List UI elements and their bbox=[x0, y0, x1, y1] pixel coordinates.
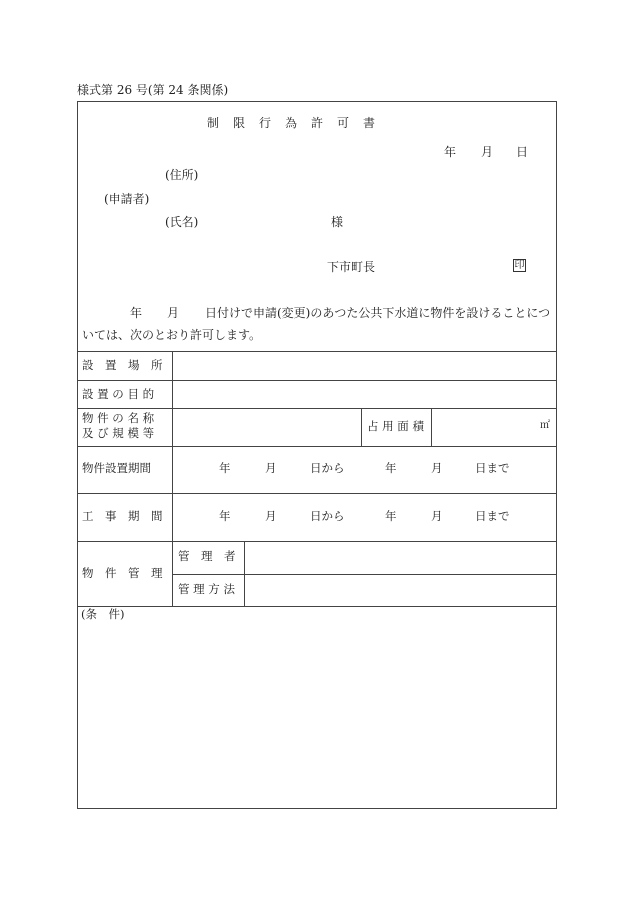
row-divider bbox=[77, 408, 557, 409]
work-start-month: 月 bbox=[265, 509, 277, 523]
body-line2: いては、次のとおり許可します。 bbox=[82, 328, 262, 342]
install-end-month: 月 bbox=[431, 461, 443, 475]
row-divider bbox=[172, 574, 557, 575]
name-scale-label-2: 及 び 規 模 等 bbox=[82, 426, 155, 440]
seal-mark: 印 bbox=[514, 260, 525, 271]
body-year: 年 bbox=[130, 306, 143, 320]
row-divider bbox=[77, 380, 557, 381]
date-year: 年 bbox=[444, 145, 457, 159]
purpose-label: 設 置 の 目 的 bbox=[82, 387, 155, 401]
row-divider bbox=[77, 351, 557, 352]
form-frame bbox=[77, 101, 557, 809]
row-divider bbox=[77, 493, 557, 494]
row-divider bbox=[77, 606, 557, 607]
area-unit: ㎡ bbox=[540, 420, 550, 431]
work-period-label: 工 事 期 間 bbox=[82, 509, 163, 523]
name-label: (氏名) bbox=[165, 215, 199, 229]
manager-label: 管 理 者 bbox=[178, 549, 236, 563]
body-line1: 日付けで申請(変更)のあつた公共下水道に物件を設けることにつ bbox=[205, 306, 551, 320]
work-start-day: 日から bbox=[310, 509, 345, 523]
install-start-day: 日から bbox=[310, 461, 345, 475]
work-start-year: 年 bbox=[219, 509, 231, 523]
work-end-month: 月 bbox=[431, 509, 443, 523]
method-label: 管 理 方 法 bbox=[178, 582, 235, 596]
management-label: 物 件 管 理 bbox=[82, 566, 163, 580]
row-divider bbox=[77, 541, 557, 542]
column-divider bbox=[431, 408, 432, 446]
issuer: 下市町長 bbox=[327, 260, 376, 274]
install-start-year: 年 bbox=[219, 461, 231, 475]
column-divider bbox=[361, 408, 362, 446]
install-period-label: 物件設置期間 bbox=[82, 461, 151, 475]
date-month: 月 bbox=[481, 145, 494, 159]
date-day: 日 bbox=[516, 145, 529, 159]
document-title: 制 限 行 為 許 可 書 bbox=[207, 116, 377, 130]
install-end-day: 日まで bbox=[475, 461, 510, 475]
conditions-label: (条 件) bbox=[81, 607, 125, 621]
column-divider bbox=[172, 351, 173, 606]
location-label: 設 置 場 所 bbox=[82, 358, 163, 372]
honorific: 様 bbox=[331, 215, 344, 229]
work-end-year: 年 bbox=[385, 509, 397, 523]
work-end-day: 日まで bbox=[475, 509, 510, 523]
name-scale-label-1: 物 件 の 名 称 bbox=[82, 411, 155, 425]
install-start-month: 月 bbox=[265, 461, 277, 475]
area-label: 占 用 面 積 bbox=[367, 419, 424, 433]
applicant-label: (申請者) bbox=[104, 192, 150, 206]
row-divider bbox=[77, 446, 557, 447]
body-month: 月 bbox=[167, 306, 180, 320]
form-number: 様式第 26 号(第 24 条関係) bbox=[77, 83, 229, 97]
install-end-year: 年 bbox=[385, 461, 397, 475]
address-label: (住所) bbox=[165, 168, 199, 182]
column-divider bbox=[244, 541, 245, 606]
